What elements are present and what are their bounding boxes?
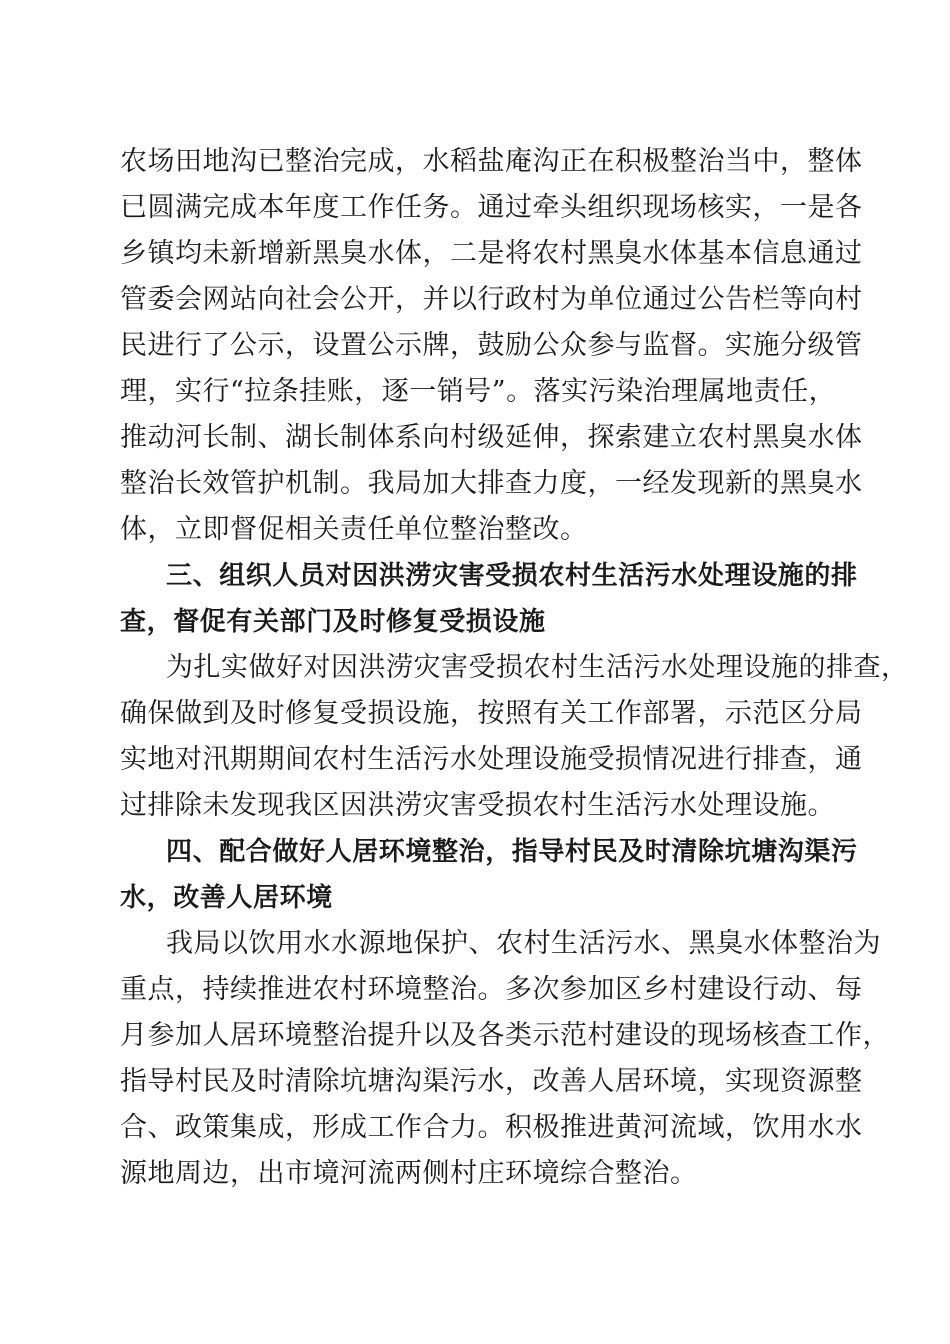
paragraph-1-line-4: 管委会网站向社会公开，并以行政村为单位通过公告栏等向村: [120, 284, 863, 315]
paragraph-3-line-5: 合、政策集成，形成工作合力。积极推进黄河流域，饮用水水: [120, 1112, 863, 1143]
paragraph-3-line-4: 指导村民及时清除坑塘沟渠污水，改善人居环境，实现资源整: [120, 1066, 863, 1097]
paragraph-3-line-2: 重点，持续推进农村环境整治。多次参加区乡村建设行动、每: [120, 974, 863, 1005]
section-heading-3-line-2: 查，督促有关部门及时修复受损设施: [120, 607, 546, 637]
paragraph-1-line-6: 理，实行“拉条挂账，逐一销号”。落实污染治理属地责任，: [120, 376, 837, 407]
paragraph-1-line-9: 体，立即督促相关责任单位整治整改。: [120, 514, 588, 545]
section-heading-4-line-2: 水，改善人居环境: [120, 883, 333, 913]
paragraph-2-line-2: 确保做到及时修复受损设施，按照有关工作部署，示范区分局: [120, 698, 863, 729]
paragraph-3-line-6: 源地周边，出市境河流两侧村庄环境综合整治。: [120, 1158, 698, 1189]
paragraph-1-line-1: 农场田地沟已整治完成，水稻盐庵沟正在积极整治当中，整体: [120, 146, 863, 177]
section-heading-3-line-1: 三、组织人员对因洪涝灾害受损农村生活污水处理设施的排: [166, 561, 858, 591]
paragraph-1-line-2: 已圆满完成本年度工作任务。通过牵头组织现场核实，一是各: [120, 192, 863, 223]
paragraph-2-line-1: 为扎实做好对因洪涝灾害受损农村生活污水处理设施的排查，: [166, 652, 909, 683]
paragraph-3-line-3: 月参加人居环境整治提升以及各类示范村建设的现场核查工作，: [120, 1020, 890, 1051]
paragraph-1-line-5: 民进行了公示，设置公示牌，鼓励公众参与监督。实施分级管: [120, 330, 863, 361]
paragraph-3-line-1: 我局以饮用水水源地保护、农村生活污水、黑臭水体整治为: [166, 928, 881, 959]
paragraph-2-line-3: 实地对汛期期间农村生活污水处理设施受损情况进行排查，通: [120, 744, 863, 775]
section-heading-4-line-1: 四、配合做好人居环境整治，指导村民及时清除坑塘沟渠污: [166, 837, 858, 867]
paragraph-1-line-7: 推动河长制、湖长制体系向村级延伸，探索建立农村黑臭水体: [120, 422, 863, 453]
paragraph-1-line-8: 整治长效管护机制。我局加大排查力度，一经发现新的黑臭水: [120, 468, 863, 499]
paragraph-1-line-3: 乡镇均未新增新黑臭水体，二是将农村黑臭水体基本信息通过: [120, 238, 863, 269]
paragraph-2-line-4: 过排除未发现我区因洪涝灾害受损农村生活污水处理设施。: [120, 790, 835, 821]
